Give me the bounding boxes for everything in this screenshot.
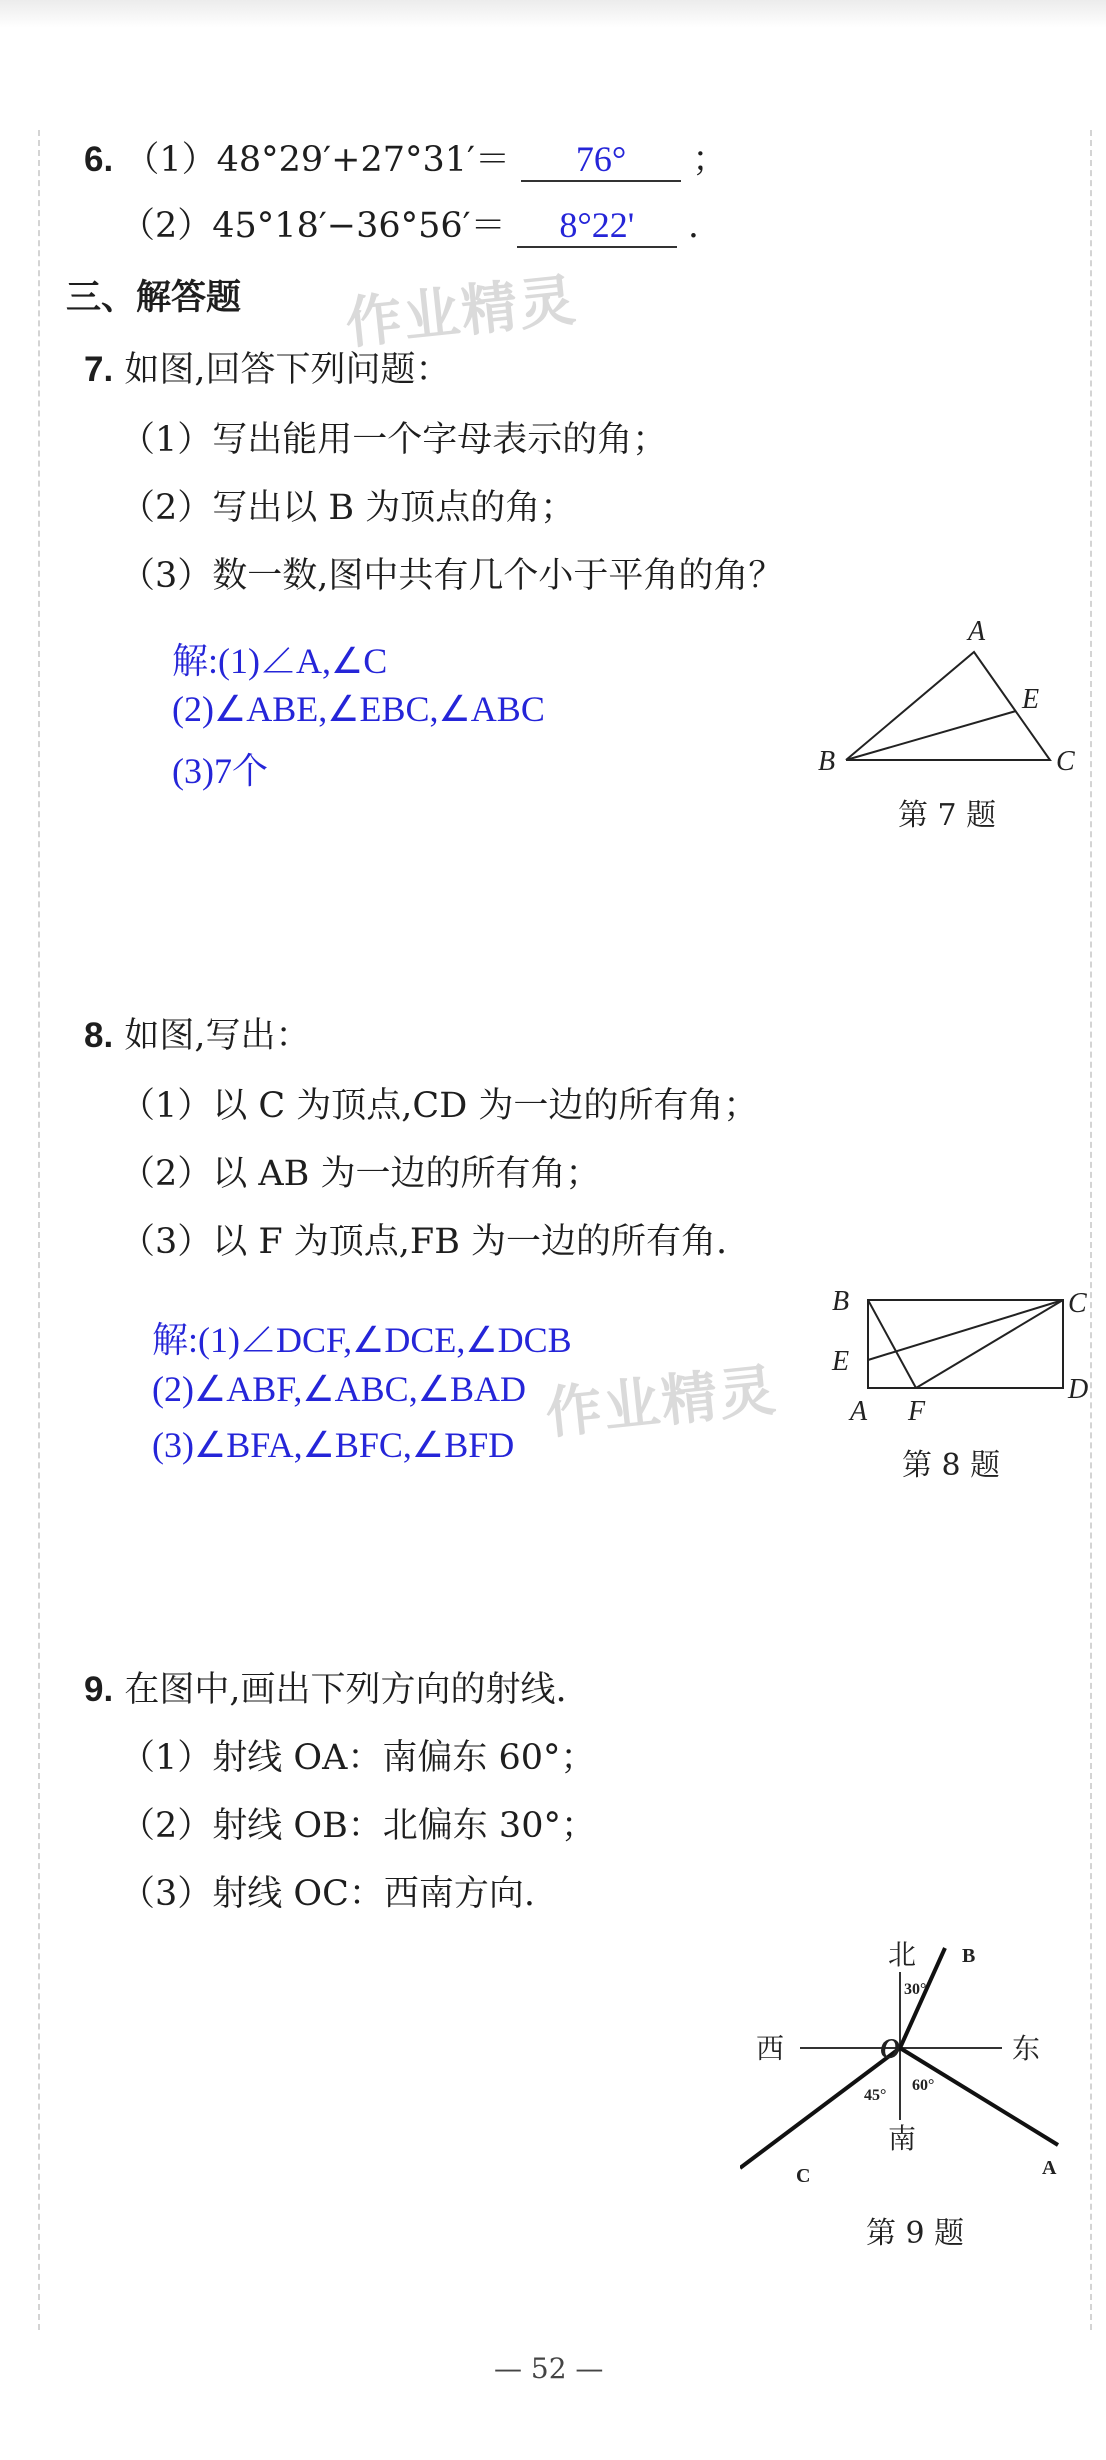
q7-item-3: （3）数一数,图中共有几个小于平角的角？ [120,556,784,596]
q8-label-a: A [850,1396,868,1427]
q6-part1-prefix: （1）48°29′+27°31′＝ [124,140,510,180]
q9-label-west: 西 [756,2034,785,2065]
q8-item-2: （2）以 AB 为一边的所有角； [120,1154,601,1194]
watermark-2: 作业精灵 [542,1358,781,1447]
q7-label-c: C [1056,746,1075,777]
q7-answer-3: (3)7个 [172,751,268,791]
q9-item-2: （2）射线 OB：北偏东 30°； [120,1806,596,1846]
q8-number: 8 [84,1016,104,1055]
q8-label-d: D [1068,1374,1089,1405]
q8-caption: 第 8 题 [902,1448,1001,1483]
q8-rectangle [868,1300,1063,1388]
q9-ray-oc [740,2048,900,2168]
q6-part2-blank [517,204,677,248]
q7-answer-2: (2)∠ABE,∠EBC,∠ABC [172,689,545,729]
q9-angle-60: 60° [912,2077,935,2094]
q8-answer-1: 解:(1)∠DCF,∠DCE,∠DCB [152,1320,572,1360]
top-shade [0,0,1106,28]
q9-label-b: B [962,1945,976,1967]
q8-item-3: （3）以 F 为顶点,FB 为一边的所有角. [120,1222,728,1262]
q9-angle-45: 45° [864,2087,887,2104]
q6-part1-answer: 76° [575,139,627,179]
q8-stem: 如图,写出： [124,1016,311,1056]
q8-segment-bf [868,1300,916,1388]
q9-label-south: 南 [888,2124,917,2155]
q6-dot: . [103,140,114,179]
q7-triangle [846,652,1050,760]
watermark-1: 作业精灵 [342,268,581,357]
q6-line1 [84,132,727,182]
q8-label-f: F [908,1396,926,1427]
q8-dot: . [103,1016,114,1055]
left-dashed-border [38,130,40,2330]
q8-item-1: （1）以 C 为顶点,CD 为一边的所有角； [120,1086,759,1126]
q9-dot: . [103,1670,114,1709]
q6-part2-prefix: （2）45°18′−36°56′＝ [120,206,506,246]
q9-number: 9 [84,1670,104,1709]
q7-label-e: E [1022,684,1040,715]
q7-item-1: （1）写出能用一个字母表示的角； [120,420,668,460]
q7-label-a: A [968,616,986,647]
q6-part1-end: ； [692,140,728,180]
q9-label-a: A [1042,2157,1057,2179]
q9-item-3: （3）射线 OC：西南方向. [120,1874,535,1914]
q7-label-b: B [818,746,836,777]
q6-part1-blank [521,138,681,182]
q9-item-1: （1）射线 OA：南偏东 60°； [120,1738,596,1778]
q9-label-east: 东 [1012,2034,1041,2065]
q9-label-c: C [796,2165,811,2187]
q8-label-c: C [1068,1288,1087,1319]
q8-answer-3: (3)∠BFA,∠BFC,∠BFD [152,1425,515,1465]
q9-stem-line [84,1662,567,1712]
page-number: — 52 — [494,2352,604,2385]
q9-label-north: 北 [888,1940,917,1971]
q9-caption: 第 9 题 [866,2216,965,2251]
q8-figure [820,1280,1090,1430]
q6-number: 6 [84,140,104,179]
right-dashed-border [1090,130,1092,2330]
q6-line2 [120,198,699,248]
q7-stem-line [84,342,450,392]
q8-label-b: B [832,1286,850,1317]
q8-answer-2: (2)∠ABF,∠ABC,∠BAD [152,1369,526,1409]
q9-angle-30: 30° [904,1981,927,1998]
q7-dot: . [103,350,114,389]
q8-segment-fc [916,1300,1063,1388]
q8-segment-ec [868,1300,1063,1360]
q7-number: 7 [84,350,104,389]
q8-stem-line [84,1008,310,1058]
q7-stem: 如图,回答下列问题： [124,350,451,390]
q7-caption: 第 7 题 [898,798,997,833]
q9-label-o: O [880,2034,901,2065]
q9-figure [740,1930,1080,2190]
q6-part2-end: . [687,206,700,246]
q7-item-2: （2）写出以 B 为顶点的角； [120,488,576,528]
q9-stem: 在图中,画出下列方向的射线. [124,1670,567,1710]
q7-segment-be [846,711,1016,760]
q7-answer-1: 解:(1)∠A,∠C [172,641,388,681]
section-title: 三、解答题 [66,278,242,318]
q7-figure [810,600,1090,780]
q6-part2-answer: 8°22' [559,205,635,245]
q8-label-e: E [832,1346,850,1377]
